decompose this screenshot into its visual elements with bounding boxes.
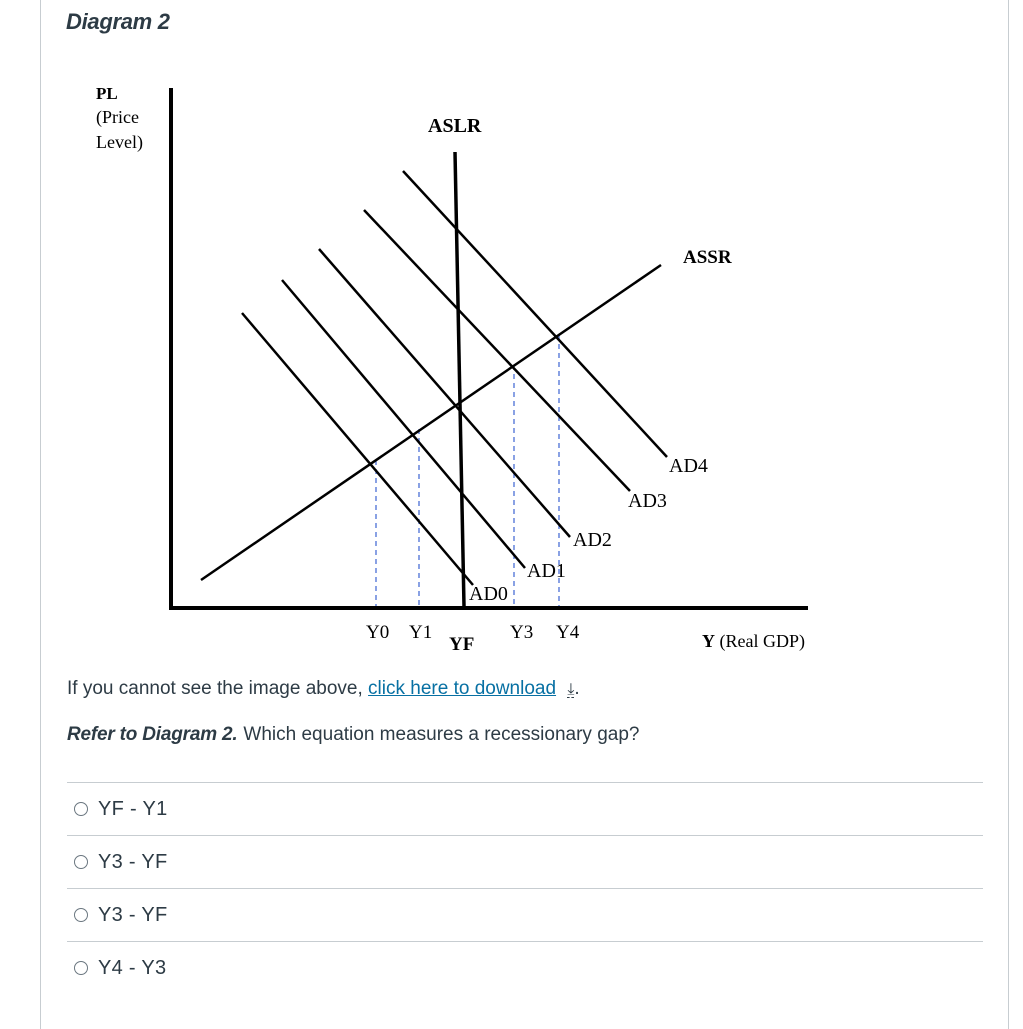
tick-y3: Y3 xyxy=(510,622,534,643)
answer-option[interactable] xyxy=(67,782,983,835)
question-text: Which equation measures a recessionary gap? xyxy=(243,724,640,745)
ad2-curve xyxy=(319,249,570,537)
ad2-label: AD2 xyxy=(573,529,612,551)
tick-y1: Y1 xyxy=(409,622,433,643)
radio-button[interactable] xyxy=(74,855,88,869)
answer-option-label: Y4 - Y3 xyxy=(98,956,167,979)
radio-button[interactable] xyxy=(74,908,88,922)
tick-yf: YF xyxy=(449,634,475,655)
ad4-label: AD4 xyxy=(669,455,708,477)
ad0-curve xyxy=(242,313,473,585)
diagram-title: Diagram 2 xyxy=(66,9,170,34)
answer-option-label: Y3 - YF xyxy=(98,903,168,926)
ad3-curve xyxy=(364,210,630,491)
y-axis-label: PL xyxy=(96,84,118,103)
y-axis-sublabel-1: (Price xyxy=(96,107,139,127)
x-axis-label: Y (Real GDP) xyxy=(702,631,805,651)
answer-option[interactable] xyxy=(67,835,983,888)
download-note: If you cannot see the image above, click here to download ⤓. xyxy=(67,678,580,699)
answer-option[interactable] xyxy=(67,941,983,994)
y-axis-sublabel-2: Level) xyxy=(96,132,143,152)
question-prompt xyxy=(67,724,639,746)
answer-option-label: YF - Y1 xyxy=(98,797,168,820)
aslr-label: ASLR xyxy=(428,115,482,137)
ad1-curve xyxy=(282,280,525,568)
ad0-label: AD0 xyxy=(469,583,508,605)
ad3-label: AD3 xyxy=(628,490,667,512)
answer-options xyxy=(67,782,983,994)
download-link[interactable]: click here to download xyxy=(368,678,557,699)
download-icon[interactable]: ⤓ xyxy=(567,681,575,698)
download-note-text: If you cannot see the image above, xyxy=(67,678,363,699)
radio-button[interactable] xyxy=(74,961,88,975)
tick-y0: Y0 xyxy=(366,622,390,643)
tick-y4: Y4 xyxy=(556,622,580,643)
assr-label: ASSR xyxy=(683,247,732,268)
aslr-curve xyxy=(455,152,464,606)
radio-button[interactable] xyxy=(74,802,88,816)
answer-option-label: Y3 - YF xyxy=(98,850,168,873)
ad1-label: AD1 xyxy=(527,560,566,582)
question-reference: Refer to Diagram 2. xyxy=(67,724,238,745)
answer-option[interactable] xyxy=(67,888,983,941)
